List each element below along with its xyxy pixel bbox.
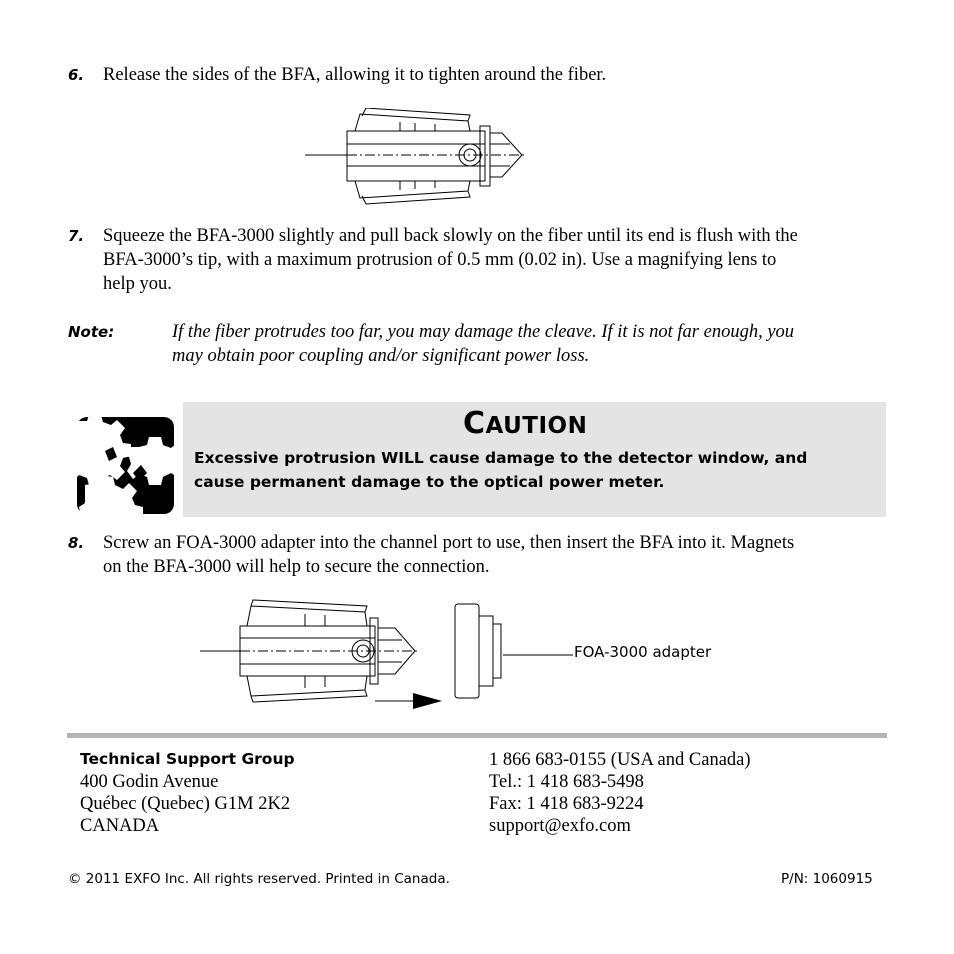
caution-title-initial: C bbox=[463, 406, 486, 441]
note-label: Note: bbox=[68, 323, 115, 341]
support-email[interactable]: support@exfo.com bbox=[489, 816, 631, 836]
step-text-line: Squeeze the BFA-3000 slightly and pull back slowly on the fiber until its end is flush with the bbox=[103, 226, 798, 246]
step-text-line: Screw an FOA-3000 adapter into the channel port to use, then insert the BFA into it. Magnets bbox=[103, 533, 795, 553]
part-number: P/N: 1060915 bbox=[781, 871, 873, 887]
caution-text-line: cause permanent damage to the optical power meter. bbox=[194, 473, 665, 491]
caution-title-rest: AUTION bbox=[485, 413, 588, 439]
step-text bbox=[103, 224, 798, 296]
contact-line: Tel.: 1 418 683-5498 bbox=[489, 772, 644, 792]
support-address bbox=[80, 771, 290, 837]
bfa-insertion-figure bbox=[195, 598, 575, 712]
step-text-line: help you. bbox=[103, 274, 172, 294]
note-text bbox=[172, 320, 794, 368]
gears-caution-icon bbox=[77, 417, 174, 514]
bfa-tightened-figure bbox=[300, 108, 535, 210]
copyright-text: © 2011 EXFO Inc. All rights reserved. Printed in Canada. bbox=[68, 871, 450, 887]
contact-line: 1 866 683-0155 (USA and Canada) bbox=[489, 750, 751, 770]
step-text-line: BFA-3000’s tip, with a maximum protrusion of 0.5 mm (0.02 in). Use a magnifying lens to bbox=[103, 250, 777, 270]
support-heading: Technical Support Group bbox=[80, 750, 295, 768]
support-contact bbox=[489, 749, 751, 837]
note-text-line: may obtain poor coupling and/or significant power loss. bbox=[172, 346, 590, 366]
contact-line: Fax: 1 418 683-9224 bbox=[489, 794, 644, 814]
footer-divider bbox=[67, 733, 887, 738]
step-number: 7. bbox=[68, 227, 85, 245]
step-text: Release the sides of the BFA, allowing it to tighten around the fiber. bbox=[103, 65, 607, 85]
adapter-callout-label: FOA-3000 adapter bbox=[574, 643, 712, 661]
address-line: Québec (Quebec) G1M 2K2 bbox=[80, 794, 291, 814]
note-text-line: If the fiber protrudes too far, you may damage the cleave. If it is not far enough, you bbox=[172, 322, 795, 342]
caution-text-line: Excessive protrusion WILL cause damage to the detector window, and bbox=[194, 449, 808, 467]
address-line: 400 Godin Avenue bbox=[80, 772, 219, 792]
step-number: 6. bbox=[68, 66, 85, 84]
caution-text bbox=[194, 446, 807, 494]
step-text-line: on the BFA-3000 will help to secure the connection. bbox=[103, 557, 490, 577]
address-line: CANADA bbox=[80, 816, 160, 836]
step-number: 8. bbox=[68, 534, 85, 552]
step-text bbox=[103, 531, 794, 579]
caution-title bbox=[463, 406, 587, 441]
